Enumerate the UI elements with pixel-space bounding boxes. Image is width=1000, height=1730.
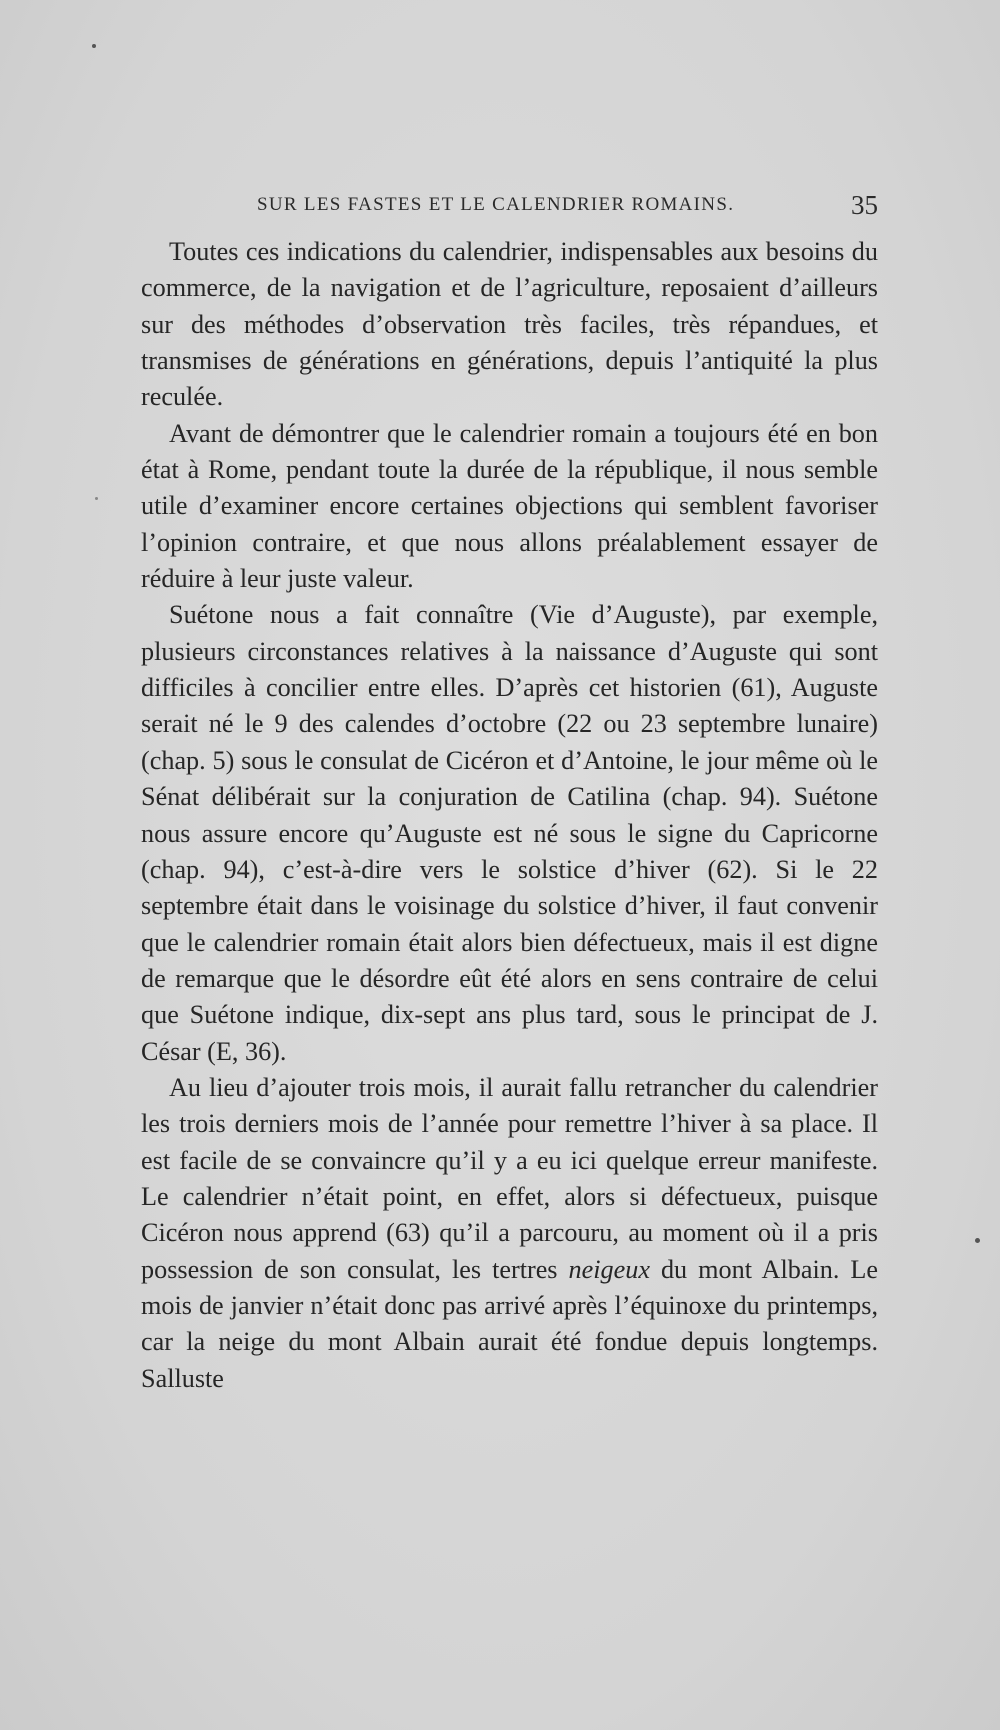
paragraph-1: Toutes ces indications du calendrier, indispensables aux besoins du commerce, de la navigation et de l’agriculture, reposaient d’ailleurs sur des méthodes d’observation très faciles, très répandues, et transmises de générations en générations, depuis l’antiquité la plus reculée. bbox=[141, 237, 878, 412]
paper-speck bbox=[975, 1238, 980, 1243]
paragraph-4-italic-word: neigeux bbox=[568, 1254, 650, 1284]
paragraph-4 bbox=[141, 1070, 878, 1397]
paragraph-4-text-before: Au lieu d’ajouter trois mois, il aurait fallu retrancher du calendrier les trois derniers mois de l’année pour remettre l’hiver à sa place. Il est facile de se convaincre qu’il y a eu ici quelque erreur manifeste. Le calendrier n’était point, en effet, alors si défectueux, puisque Cicéron nous apprend (63) qu’il a parcouru, au moment où il a pris possession de son consulat, les tertres bbox=[141, 1072, 878, 1284]
paragraph-3: Suétone nous a fait connaître (Vie d’Auguste), par exemple, plusieurs circonstances relatives à la naissance d’Auguste qui sont difficiles à concilier entre elles. D’après cet historien (61), Auguste serait né le 9 des calendes d’octobre (22 ou 23 septembre lunaire) (chap. 5) sous le consulat de Cicéron et d’Antoine, le jour même où le Sénat délibérait sur la conjuration de Catilina (chap. 94). Suétone nous assure encore qu’Auguste est né sous le signe du Capricorne (chap. 94), c’est-à-dire vers le solstice d’hiver (62). Si le 22 septembre était dans le voisinage du solstice d’hiver, il faut convenir que le calendrier romain était alors bien défectueux, mais il est digne de remarque que le désordre eût été alors en sens contraire de celui que Suétone indique, dix-sept ans plus tard, sous le principat de J. César (E, 36). bbox=[141, 600, 878, 1066]
paragraph-4-text-after: du mont Albain. Le mois de janvier n’était donc pas arrivé après l’équinoxe du printemps, car la neige du mont Albain aurait été fondue depuis longtemps. Salluste bbox=[141, 1254, 878, 1393]
page-number: 35 bbox=[851, 190, 878, 220]
body-text bbox=[141, 234, 878, 1397]
paragraph-2: Avant de démontrer que le calendrier romain a toujours été en bon état à Rome, pendant toute la durée de la république, il nous semble utile d’examiner encore certaines objections qui semblent favoriser l’opinion contraire, et que nous allons préalablement essayer de réduire à leur juste valeur. bbox=[141, 418, 878, 594]
running-head bbox=[141, 190, 878, 224]
paper-speck bbox=[95, 497, 98, 500]
running-title: SUR LES FASTES ET LE CALENDRIER ROMAINS. bbox=[257, 194, 735, 215]
paper-speck bbox=[92, 44, 96, 48]
